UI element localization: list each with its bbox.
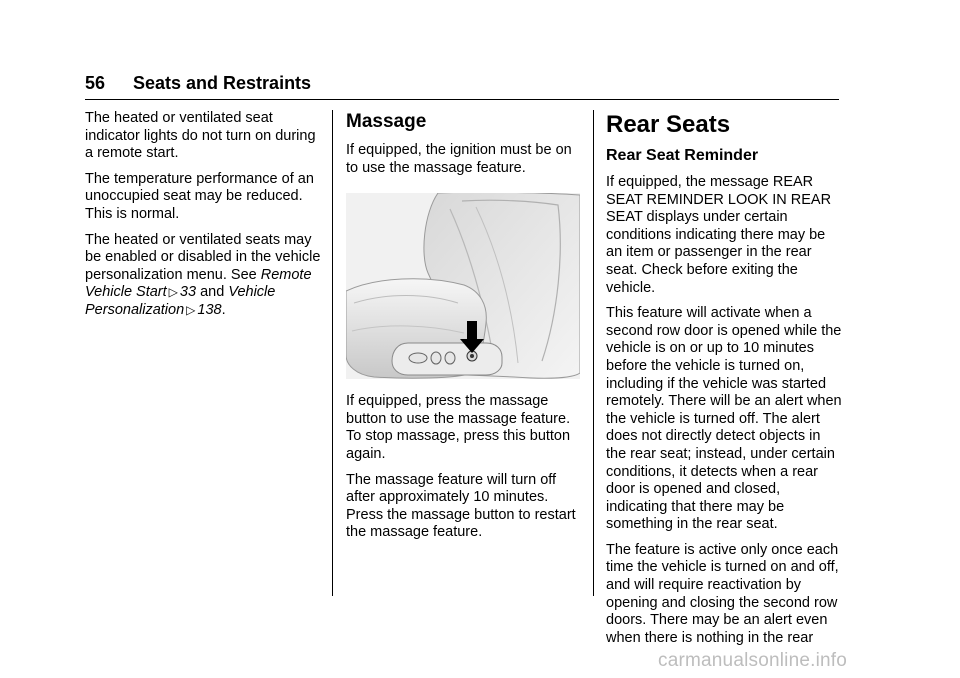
- paragraph: The feature is active only once each time the vehicle is turned on and off, and will require reactivation by opening and closing the second row doors. There may be an alert even when there is nothing in the rear: [606, 541, 839, 646]
- paragraph: This feature will activate when a second row door is opened while the vehicle is on or up to 10 minutes before the vehicle is turned on, including if the vehicle was started remotely. There will be an alert when the vehicle is turned off. The alert does not directly detect objects in the rear seat; instead, under certain conditions, it detects when a rear door is opened and closed, indicating that there may be something in the rear seat.: [606, 305, 842, 533]
- page-ref-arrow-icon: ▷: [168, 285, 178, 300]
- section-heading-massage: Massage: [346, 111, 427, 132]
- column-divider-2: [593, 110, 594, 596]
- see-label: See: [230, 266, 257, 283]
- xref-page[interactable]: 33: [179, 284, 197, 301]
- section-heading-rear-seats: Rear Seats: [606, 111, 731, 138]
- paragraph-text: The heated or ventilated seats may be enabled or disabled in the vehicle personalization menu.: [85, 231, 321, 283]
- header-rule: [85, 99, 839, 100]
- and-label: and: [200, 284, 225, 301]
- period: .: [221, 301, 226, 318]
- watermark: carmanualsonline.info: [658, 650, 848, 671]
- column-1: [85, 110, 323, 328]
- seat-massage-illustration: [346, 193, 580, 379]
- xref-page[interactable]: 138: [197, 301, 222, 318]
- paragraph: [85, 232, 323, 320]
- page-ref-arrow-icon: ▷: [186, 302, 196, 317]
- paragraph: The heated or ventilated seat indicator lights do not turn on during a remote start.: [85, 110, 316, 162]
- paragraph: The temperature performance of an unoccupied seat may be reduced. This is normal.: [85, 170, 314, 222]
- column-divider-1: [332, 110, 333, 596]
- paragraph: If equipped, the message REAR SEAT REMINDER LOOK IN REAR SEAT displays under certain conditions indicating there may be an item or passenger in the rear seat. Check before exiting the vehicle.: [606, 174, 832, 296]
- paragraph: If equipped, press the massage button to use the massage feature. To stop massage, press this button again.: [346, 393, 571, 462]
- subheading-rear-seat-reminder: Rear Seat Reminder: [606, 147, 759, 164]
- column-3: [606, 110, 842, 655]
- xref-vehicle-personalization[interactable]: Vehicle Personalization: [85, 284, 276, 318]
- paragraph: The massage feature will turn off after approximately 10 minutes. Press the massage button to restart the massage feature.: [346, 471, 576, 541]
- column-2: [346, 110, 582, 550]
- paragraph: If equipped, the ignition must be on to use the massage feature.: [346, 142, 572, 176]
- xref-remote-vehicle-start[interactable]: Remote Vehicle Start: [85, 266, 312, 301]
- page-header: [85, 72, 840, 94]
- page-number: 56: [85, 73, 106, 93]
- chapter-title: Seats and Restraints: [133, 73, 312, 93]
